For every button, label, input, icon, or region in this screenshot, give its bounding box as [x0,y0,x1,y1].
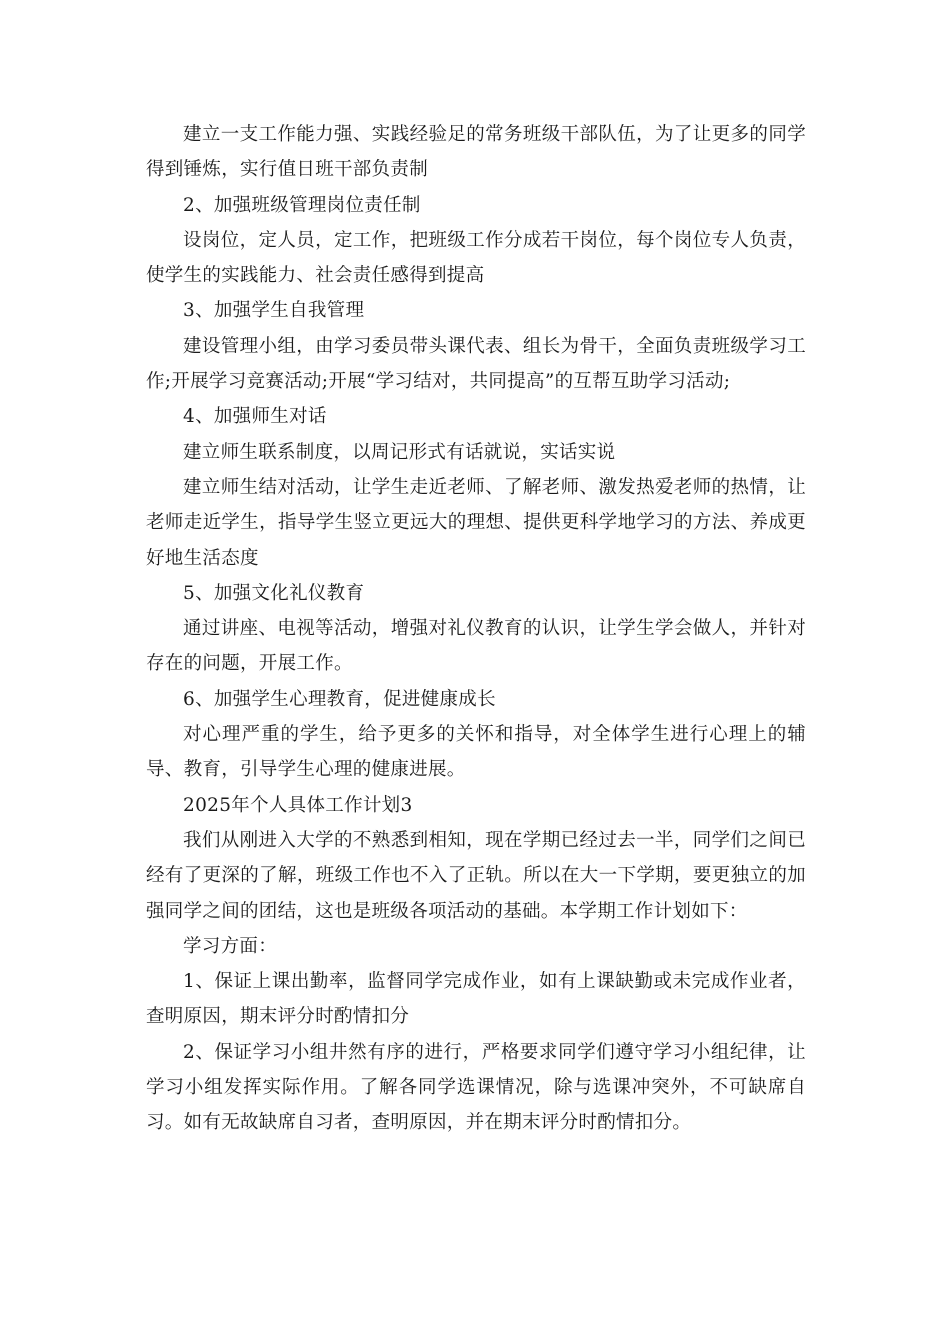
paragraph-study-group: 2、保证学习小组井然有序的进行，严格要求同学们遵守学习小组纪律，让学习小组发挥实际作用。了解各同学选课情况，除与选课冲突外，不可缺席自习。如有无故缺席自习者，查明原因，并在期末评分时酌情扣分。 [146,1041,806,1134]
paragraph-psychological-education: 对心理严重的学生，给予更多的关怀和指导，对全体学生进行心理上的辅导、教育，引导学生心理的健康进展。 [146,724,806,781]
paragraph-attendance: 1、保证上课出勤率，监督同学完成作业，如有上课缺勤或未完成作业者，查明原因，期末评分时酌情扣分 [146,971,806,1028]
paragraph-plan-intro: 我们从刚进入大学的不熟悉到相知，现在学期已经过去一半，同学们之间已经有了更深的了解，班级工作也不入了正轨。所以在大一下学期，要更独立的加强同学之间的团结，这也是班级各项活动的基础。本学期工作计划如下： [146,829,806,922]
paragraph-class-cadre-team: 建立一支工作能力强、实践经验足的常务班级干部队伍，为了让更多的同学得到锤炼，实行值日班干部负责制 [146,124,806,181]
paragraph-etiquette-education: 通过讲座、电视等活动，增强对礼仪教育的认识，让学生学会做人，并针对存在的问题，开展工作。 [146,618,806,675]
heading-psychological-education: 6、加强学生心理教育，促进健康成长 [183,688,496,710]
paragraph-pairing-activity: 建立师生结对活动，让学生走近老师、了解老师、激发热爱老师的热情，让老师走近学生，指导学生竖立更远大的理想、提供更科学地学习的方法、养成更好地生活态度 [146,476,806,569]
heading-self-management: 3、加强学生自我管理 [183,300,365,322]
heading-teacher-student-dialogue: 4、加强师生对话 [183,406,327,428]
heading-etiquette-education: 5、加强文化礼仪教育 [183,582,365,604]
paragraph-contact-system: 建立师生联系制度，以周记形式有话就说，实话实说 [183,441,616,463]
paragraph-self-management: 建设管理小组，由学习委员带头课代表、组长为骨干，全面负责班级学习工作;开展学习竞赛活动;开展“学习结对，共同提高”的互帮互助学习活动; [146,335,806,393]
paragraph-post-responsibility: 设岗位，定人员，定工作，把班级工作分成若干岗位，每个岗位专人负责，使学生的实践能力、社会责任感得到提高 [146,229,806,287]
heading-study-aspect: 学习方面： [183,935,278,957]
heading-post-responsibility: 2、加强班级管理岗位责任制 [183,194,421,216]
document-body [146,117,806,1141]
section-title-plan-3: 2025年个人具体工作计划3 [183,794,413,816]
